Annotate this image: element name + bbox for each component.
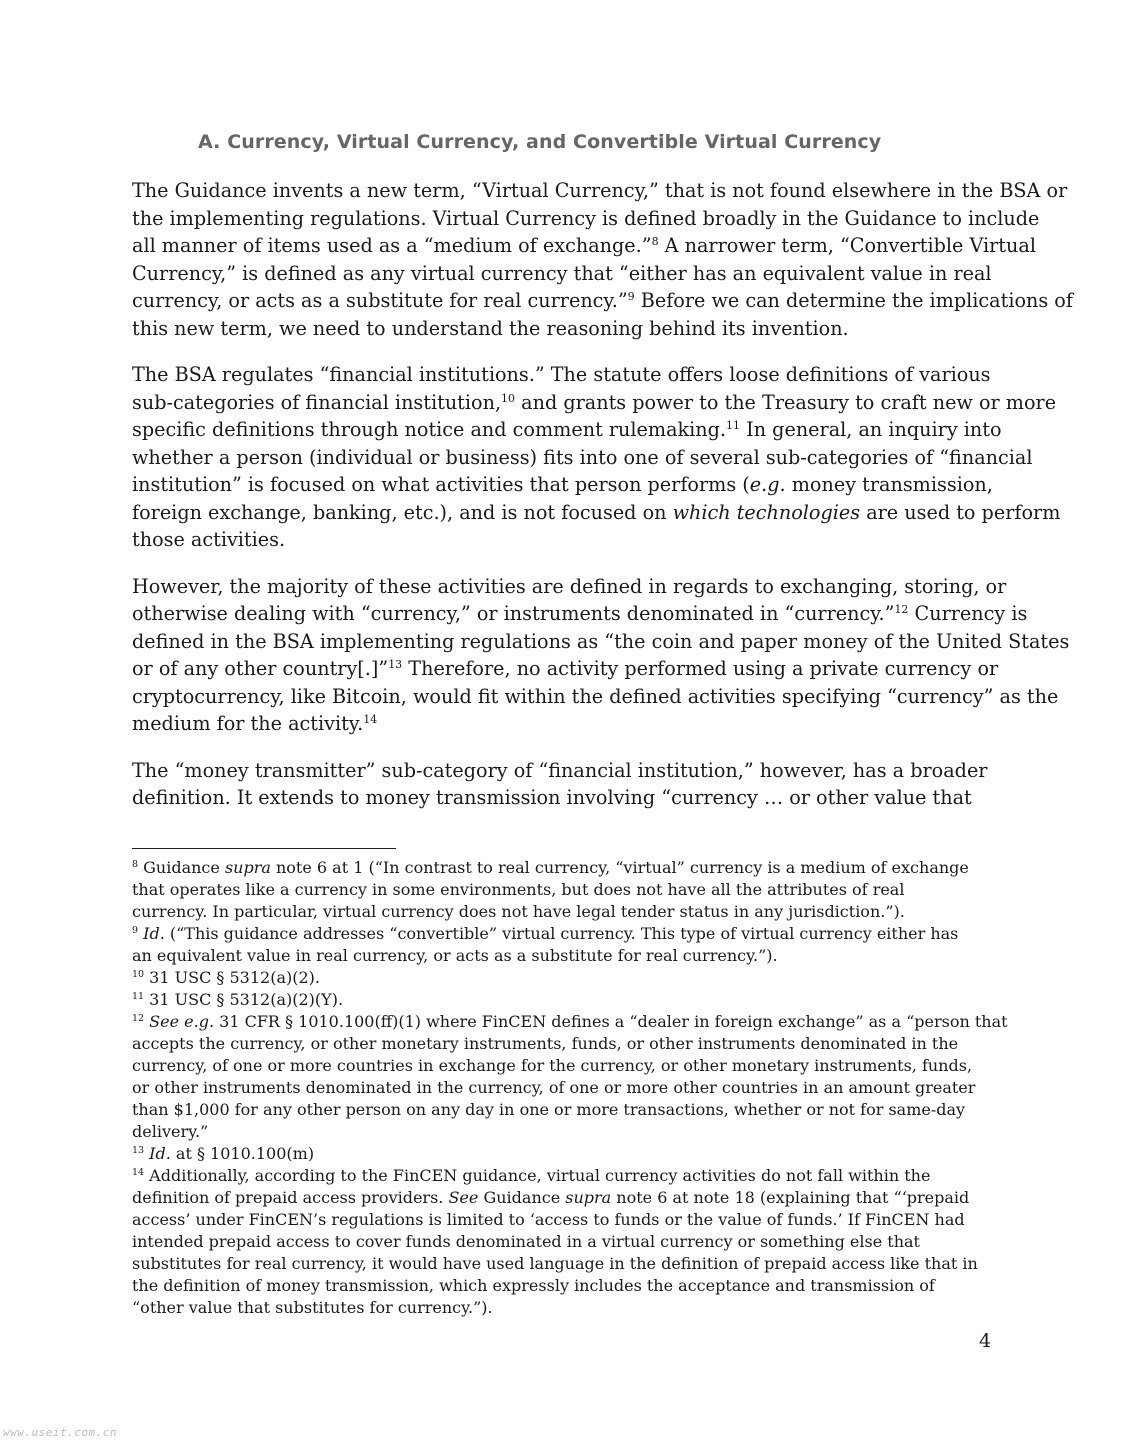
fn14-line-3: access’ under FinCEN’s regulations is limited to ‘access to funds or the value of funds.’ If FinCEN had xyxy=(132,1210,965,1229)
fn12-line-2: accepts the currency, or other monetary instruments, funds, or other instruments denominated in the xyxy=(132,1034,959,1053)
fn14-line-6: the definition of money transmission, which expressly includes the acceptance and transmission of xyxy=(132,1276,935,1295)
footnote-number: 14 xyxy=(132,1167,145,1178)
fn8-line-3: currency. In particular, virtual currency does not have legal tender status in any jurisdiction.”). xyxy=(132,902,905,921)
footnote-ref-14[interactable]: 14 xyxy=(363,713,378,726)
page-number: 4 xyxy=(979,1330,992,1352)
p2-line-5-text: institution” is focused on what activities that person performs ( xyxy=(132,473,750,496)
footnote-ref-10[interactable]: 10 xyxy=(501,391,516,405)
footnote-number: 11 xyxy=(132,991,145,1002)
fn9-line-1-italic: Id. xyxy=(138,924,165,943)
p2-line-5-text-b: money transmission, xyxy=(785,473,993,496)
section-heading: A. Currency, Virtual Currency, and Convertible Virtual Currency xyxy=(198,131,882,153)
p3-line-3: defined in the BSA implementing regulations as “the coin and paper money of the United States xyxy=(132,629,1070,653)
fn8-line-1-text: Guidance xyxy=(138,858,225,877)
fn11-text: 31 USC § 5312(a)(2)(Y). xyxy=(144,990,344,1009)
fn14-line-1-text: Additionally, according to the FinCEN guidance, virtual currency activities do not fall within the xyxy=(144,1166,931,1185)
p2-line-2-text-b: and grants power to the Treasury to craft new or more xyxy=(515,390,1057,414)
footnote-separator xyxy=(132,848,396,849)
fn8-line-1-italic: supra xyxy=(224,858,271,877)
paragraph-4 xyxy=(132,757,994,812)
p1-line-5-text-b: Before we can determine the implications of xyxy=(634,289,1073,312)
footnote-12 xyxy=(132,1011,1008,1143)
fn10-text: 31 USC § 5312(a)(2). xyxy=(144,968,320,987)
footnote-9 xyxy=(132,923,1002,967)
p3-line-2-text-b: Currency is xyxy=(908,602,1028,625)
footnotes xyxy=(132,857,1008,1319)
fn12-line-5: than $1,000 for any other person on any day in one or more transactions, whether or not for same-day xyxy=(132,1100,966,1119)
p2-line-6-text: foreign exchange, banking, etc.), and is not focused on xyxy=(132,500,673,524)
p1-line-2: the implementing regulations. Virtual Currency is defined broadly in the Guidance to include xyxy=(132,206,1040,230)
p3-line-4-text: or of any other country[.]” xyxy=(132,657,389,680)
p3-line-4-text-b: Therefore, no activity performed using a private currency or xyxy=(402,657,999,680)
fn14-line-2-text: definition of prepaid access providers. xyxy=(132,1188,449,1207)
footnote-number: 10 xyxy=(132,969,145,980)
fn12-line-4: or other instruments denominated in the currency, of one or more other countries in an amount greater xyxy=(132,1078,976,1097)
footnote-ref-9[interactable]: 9 xyxy=(627,290,635,303)
p2-line-6-text-b: are used to perform xyxy=(860,500,1061,524)
footnote-number: 9 xyxy=(132,925,139,936)
paragraph-1 xyxy=(132,177,1073,342)
p2-line-5-italic: e.g. xyxy=(749,473,786,496)
footnote-number: 8 xyxy=(132,859,139,870)
p1-line-3-text: all manner of items used as a “medium of exchange.” xyxy=(132,234,652,257)
fn14-line-7: “other value that substitutes for currency.”). xyxy=(132,1298,493,1317)
fn12-line-3: currency, of one or more countries in exchange for the currency, or other monetary instruments, funds, xyxy=(132,1056,973,1075)
footnote-13 xyxy=(132,1143,1002,1165)
footnote-11 xyxy=(132,989,1002,1011)
fn8-line-2: that operates like a currency in some environments, but does not have all the attributes of real xyxy=(132,880,905,899)
p3-line-5: cryptocurrency, like Bitcoin, would fit within the defined activities specifying “currency” as the xyxy=(132,684,1059,708)
fn14-line-1 xyxy=(132,1165,1002,1187)
footnote-number: 13 xyxy=(132,1145,145,1156)
p4-line-2: definition. It extends to money transmission involving “currency … or other value that xyxy=(132,786,972,809)
fn12-line-6: delivery.” xyxy=(132,1122,209,1141)
fn14-line-2-text-c: note 6 at note 18 (explaining that “‘prepaid xyxy=(611,1188,970,1207)
footnote-10 xyxy=(132,967,1002,989)
p2-line-4: whether a person (individual or business) fits into one of several sub-categories of “financial xyxy=(132,445,1033,469)
fn9-line-1-text: (“This guidance addresses “convertible” virtual currency. This type of virtual currency either has xyxy=(164,924,959,943)
p2-line-1: The BSA regulates “financial institutions.” The statute offers loose definitions of various xyxy=(132,363,991,386)
fn13-line-1 xyxy=(132,1143,1002,1165)
p1-line-1: The Guidance invents a new term, “Virtual Currency,” that is not found elsewhere in the BSA or xyxy=(132,179,1068,202)
p3-line-1: However, the majority of these activities are defined in regards to exchanging, storing, or xyxy=(132,574,1007,598)
p1-line-4: Currency,” is defined as any virtual currency that “either has an equivalent value in real xyxy=(132,261,992,285)
fn8-line-1-text-b: note 6 at 1 (“In contrast to real currency, “virtual” currency is a medium of exchange xyxy=(270,858,969,877)
fn9-line-1 xyxy=(132,923,1002,945)
p2-line-3-text-b: In general, an inquiry into xyxy=(740,418,1002,441)
fn14-line-2 xyxy=(132,1187,1002,1209)
p3-line-4 xyxy=(132,655,999,683)
footnote-14 xyxy=(132,1165,1002,1319)
footnote-ref-12[interactable]: 12 xyxy=(894,603,909,616)
fn11-line-1 xyxy=(132,989,1002,1011)
fn10-line-1 xyxy=(132,967,1002,989)
p2-line-3 xyxy=(132,416,1002,444)
footnote-ref-13[interactable]: 13 xyxy=(388,658,403,671)
fn12-line-1-italic: See e.g. xyxy=(144,1012,215,1031)
footnote-number: 12 xyxy=(132,1013,145,1024)
fn12-line-1 xyxy=(132,1011,1008,1033)
paragraph-3 xyxy=(132,573,1070,738)
fn13-line-1-italic: Id. xyxy=(144,1144,171,1163)
p3-line-6 xyxy=(132,710,994,738)
fn14-line-4: intended prepaid access to cover funds denominated in a virtual currency or something else that xyxy=(132,1232,920,1251)
p3-line-2 xyxy=(132,600,1028,628)
fn12-line-1-text: 31 CFR § 1010.100(ff)(1) where FinCEN defines a “dealer in foreign exchange” as a “person that xyxy=(214,1012,1008,1031)
footnote-8 xyxy=(132,857,1002,923)
p2-line-7: those activities. xyxy=(132,528,286,551)
p2-line-2 xyxy=(132,389,1057,417)
fn14-line-2-italic: See xyxy=(448,1188,479,1207)
p1-line-5 xyxy=(132,287,1073,315)
fn14-line-5: substitutes for real currency, it would have used language in the definition of prepaid access like that in xyxy=(132,1254,978,1273)
fn14-line-2-italic-b: supra xyxy=(565,1188,612,1207)
fn9-line-2: an equivalent value in real currency, or acts as a substitute for real currency.”). xyxy=(132,946,778,965)
footnote-ref-11[interactable]: 11 xyxy=(726,419,741,432)
p2-line-6 xyxy=(132,499,1061,527)
p1-line-3 xyxy=(132,232,1036,260)
fn8-line-1 xyxy=(132,857,1002,879)
p1-line-3-text-b: A narrower term, “Convertible Virtual xyxy=(658,234,1036,257)
p3-line-2-text: otherwise dealing with “currency,” or instruments denominated in “currency.” xyxy=(132,602,895,625)
fn14-line-2-text-b: Guidance xyxy=(478,1188,566,1207)
p4-line-1: The “money transmitter” sub-category of “financial institution,” however, has a broader xyxy=(132,758,988,782)
p2-line-3-text: specific definitions through notice and comment rulemaking. xyxy=(132,418,727,441)
p2-line-6-italic: which technologies xyxy=(672,500,861,524)
body-text xyxy=(132,177,1073,831)
p1-line-5-text: currency, or acts as a substitute for real currency.” xyxy=(132,289,628,312)
p1-line-6: this new term, we need to understand the reasoning behind its invention. xyxy=(132,316,849,340)
p3-line-6-text: medium for the activity. xyxy=(132,712,364,735)
fn13-line-1-text: at § 1010.100(m) xyxy=(170,1144,315,1163)
watermark: www.useit.com.cn xyxy=(3,1426,117,1439)
p2-line-2-text: sub-categories of financial institution, xyxy=(132,390,502,414)
footnote-ref-8[interactable]: 8 xyxy=(651,235,659,248)
paragraph-2 xyxy=(132,361,1061,554)
p2-line-5 xyxy=(132,471,994,499)
